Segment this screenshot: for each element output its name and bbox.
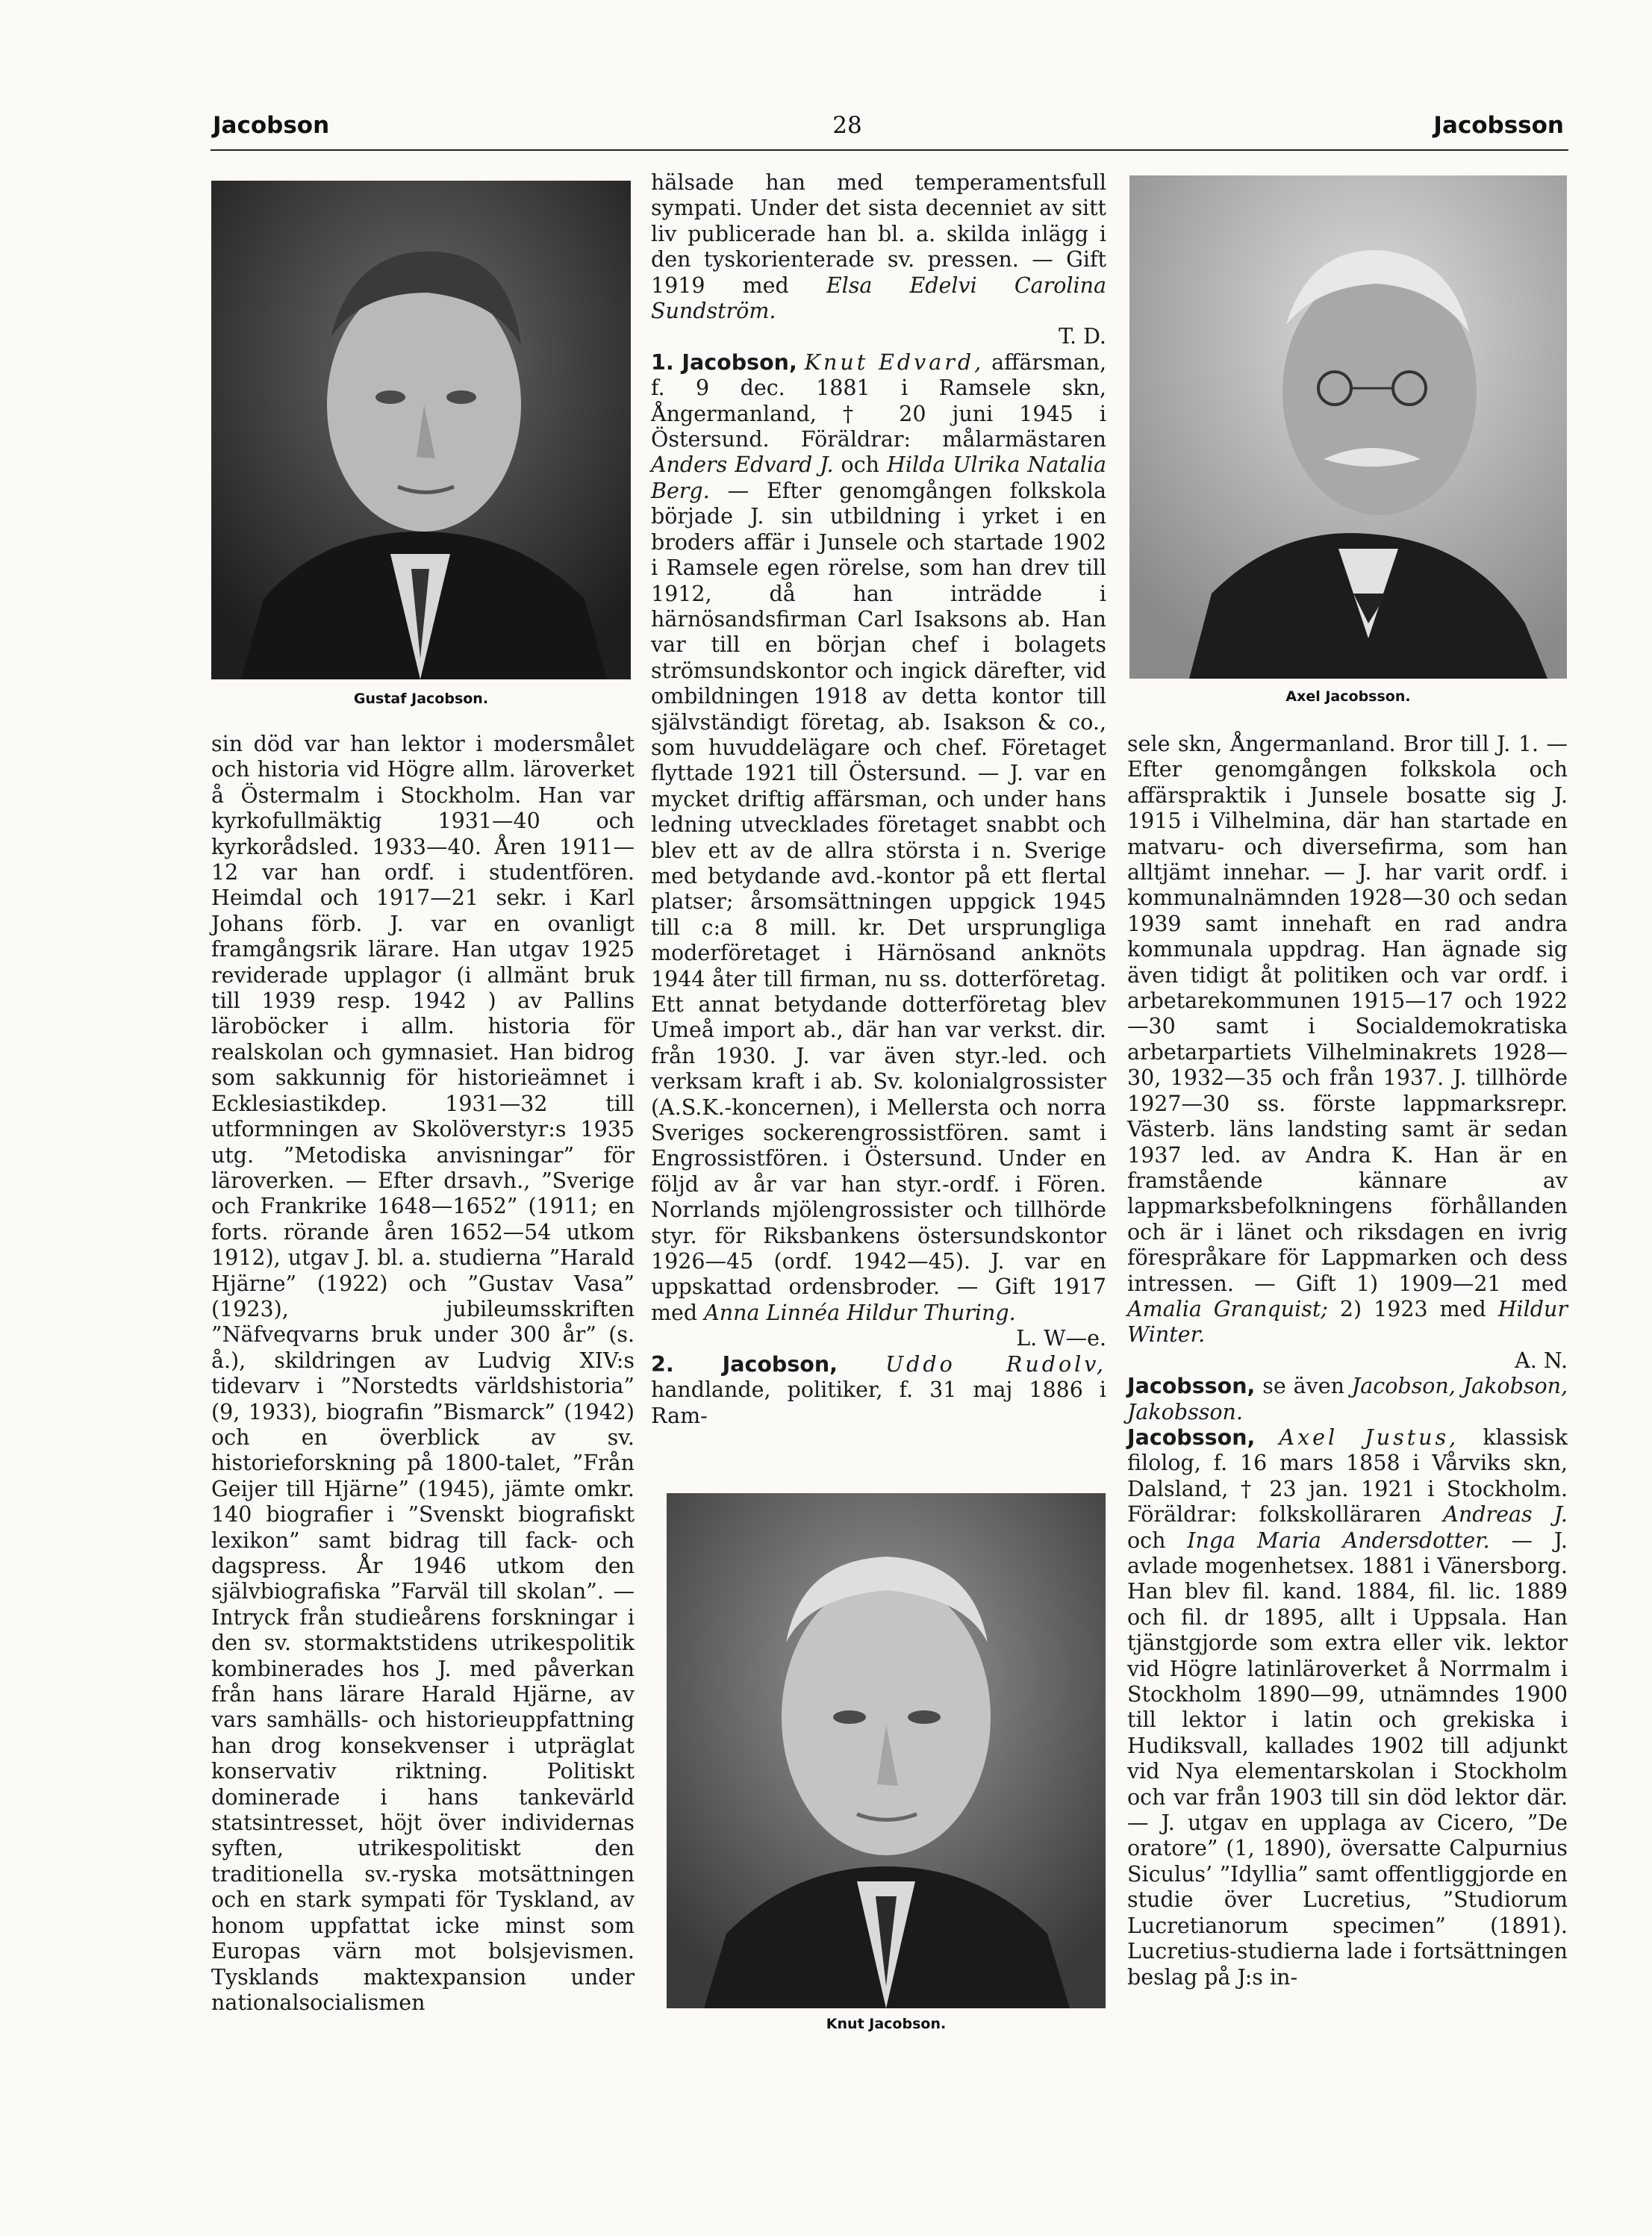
column-2 [651,170,1106,1429]
running-head-right: Jacobsson [1433,112,1564,139]
entry-uddo-continuation: sele skn, Ångermanland. Bror till J. 1. — Efter genomgången folkskola och affärspraktik i Junsele bosatte sig J. 1915 i Vilhelmina, där han startade en matvaru- och diversefirma, som han alltjämt innehar. — J. har varit ordf. i kommunalnämnden 1928—30 och sedan 1939 samt innehaft en rad andra kommunala uppdrag. Han ägnade sig även tidigt åt politiken och var ordf. i arbetarekommunen 1915—17 och 1922—30 samt i Socialdemokratiska arbetarpartiets Vilhelminakrets 1928—30, 1932—35 och från 1937. J. tillhörde 1927—30 ss. förste lappmarksrepr. Västerb. läns landsting samt är sedan 1937 led. av Andra K. Han är en framstående kännare av lappmarksbefolkningens förhållanden och är i länet och riksdagen en ivrig förespråkare för Lappmarken och dess intressen. — Gift 1) 1909—21 med Amalia Granquist; 2) 1923 med Hildur Winter. A. N. [1127,732,1568,1373]
caption-axel: Axel Jacobsson. [1285,688,1411,705]
signature-lwe: L. W—e. [1016,1326,1106,1351]
portrait-gustaf-jacobson [211,181,631,679]
entry-axel-jacobsson: Jacobsson, Axel Justus, klassisk filolog, f. 16 mars 1858 i Vårviks skn, Dalsland, † 23 jan. 1921 i Stockholm. Föräldrar: folkskolläraren Andreas J. och Inga Maria Andersdotter. — J. avlade mogenhetsex. 1881 i Vänersborg. Han blev fil. kand. 1884, fil. lic. 1889 och fil. dr 1895, allt i Uppsala. Han tjänstgjorde som extra eller vik. lektor vid Högre latinläroverket å Norrmalm i Stockholm 1890—99, utnämndes 1900 till lektor i latin och grekiska i Hudiksvall, kallades 1902 till adjunkt vid Nya elementarskolan i Stockholm och var från 1903 till sin död lektor där. — J. utgav en upplaga av Cicero, ”De oratore” (1, 1890), översatte Calpurnius Siculus’ ”Idyllia” samt offentliggjorde en studie över Lucretius, ”Studiorum Lucretianorum specimen” (1891). Lucretius-studierna lade i fortsättningen beslag på J:s in- [1127,1424,1568,1990]
caption-gustaf: Gustaf Jacobson. [353,691,489,707]
signature-an: A. N. [1515,1348,1568,1373]
column-1 [211,732,635,2016]
column-3 [1127,732,1568,1990]
portrait-axel-jacobsson [1129,175,1567,679]
caption-knut: Knut Jacobson. [826,2016,947,2032]
col1-text: sin död var han lektor i modersmålet och historia vid Högre allm. läroverket å Östermalm i Stockholm. Han var kyrkofullmäktig 1931—40 och kyrkorådsled. 1933—40. Åren 1911—12 var han ordf. i studentfören. Heimdal och 1917—21 sekr. i Karl Johans förb. J. var en ovanligt framgångsrik lärare. Han utgav 1925 reviderade upplagor (i allmänt bruk till 1939 resp. 1942 ) av Pallins läroböcker i allm. historia för realskolan och gymnasiet. Han bidrog som sakkunnig för historieämnet i Ecklesiastikdep. 1931—32 till utformningen av Skolöverstyr:s 1935 utg. ”Metodiska anvisningar” för läroverken. — Efter drsavh., ”Sverige och Frankrike 1648—1652” (1911; en forts. rörande åren 1652—54 utkom 1912), utgav J. bl. a. studierna ”Harald Hjärne” (1922) och ”Gustav Vasa” (1923), jubileumsskriften ”Näfveqvarns bruk under 300 år” (s. å.), skildringen av Ludvig XIV:s tidevarv i ”Norstedts världshistoria” (9, 1933), biografin ”Bismarck” (1942) och en överblick av sv. historieforskning på 1800-talet, ”Från Geijer till Hjärne” (1945), jämte omkr. 140 biografier i ”Svenskt biografiskt lexikon” samt bidrag till fack- och dagspress. År 1946 utkom den självbiografiska ”Farväl till skolan”. — Intryck från studieårens forskningar i den sv. stormaktstidens utrikespolitik kombinerades hos J. med påverkan från hans lärare Harald Hjärne, av vars samhälls- och historieuppfattning han drog konsekvenser i utpräglat konservativ riktning. Politiskt dominerade i hans tankevärld statsintresset, höjt över individernas syften, utrikespolitiskt den traditionella sv.-ryska motsättningen och en stark sympati för Tyskland, av honom uppfattat icke minst som Europas värn mot bolsjevismen. Tysklands maktexpansion under nationalsocialismen [211,732,635,2015]
entry-continuation: hälsade han med temperamentsfull sympati. Under det sista decenniet av sitt liv publicerade han bl. a. skilda inlägg i den tyskorienterade sv. pressen. — Gift 1919 med Elsa Edelvi Carolina Sundström. T. D. [651,170,1107,349]
page-number: 28 [832,112,862,139]
header-rule [211,149,1568,151]
signature-td: T. D. [1059,324,1106,349]
cross-reference: Jacobsson, se även Jacobson, Jakobson, Jakobsson. [1127,1374,1568,1424]
entry-knut-jacobson: 1. Jacobson, Knut Edvard, affärsman, f. 9 dec. 1881 i Ramsele skn, Ångermanland, † 20 juni 1945 i Östersund. Föräldrar: målarmästaren Anders Edvard J. och Hilda Ulrika Natalia Berg. — Efter genomgången folkskola började J. sin utbildning i yrket i en broders affär i Junsele och startade 1902 i Ramsele egen rörelse, som han drev till 1912, då han inträdde i härnösandsfirman Carl Isaksons ab. Han var till en början chef i bolagets strömsundskontor och ingick därefter, vid ombildningen 1918 av detta kontor till självständigt företag, ab. Isakson & co., som huvuddelägare och chef. Företaget flyttade 1921 till Östersund. — J. var en mycket driftig affärsman, och under hans ledning utvecklades företaget snabbt och blev ett av de allra största i n. Sverige med betydande avd.-kontor på ett flertal platser; årsomsättningen uppgick 1945 till c:a 8 mill. kr. Det ursprungliga moderföretaget i Härnösand anknöts 1944 åter till firman, nu ss. dotterföretag. Ett annat betydande dotterföretag blev Umeå import ab., där han var verkst. dir. från 1930. J. var även styr.-led. och verksam kraft i ab. Sv. kolonialgrossister (A.S.K.-koncernen), i Mellersta och norra Sveriges sockerengrossistfören. samt i Engrossistfören. i Östersund. Under en följd av år var han styr.-ordf. i Fören. Norrlands mjölengrossister och tillhörde styr. för Riksbankens östersundskontor 1926—45 (ordf. 1942—45). J. var en uppskattad ordensbroder. — Gift 1917 med Anna Linnéa Hildur Thuring. L. W—e. [651,349,1107,1351]
running-head-left: Jacobson [213,112,330,139]
entry-uddo-jacobson: 2. Jacobson, Uddo Rudolv, handlande, politiker, f. 31 maj 1886 i Ram- [651,1351,1106,1428]
portrait-knut-jacobson [667,1493,1106,2008]
